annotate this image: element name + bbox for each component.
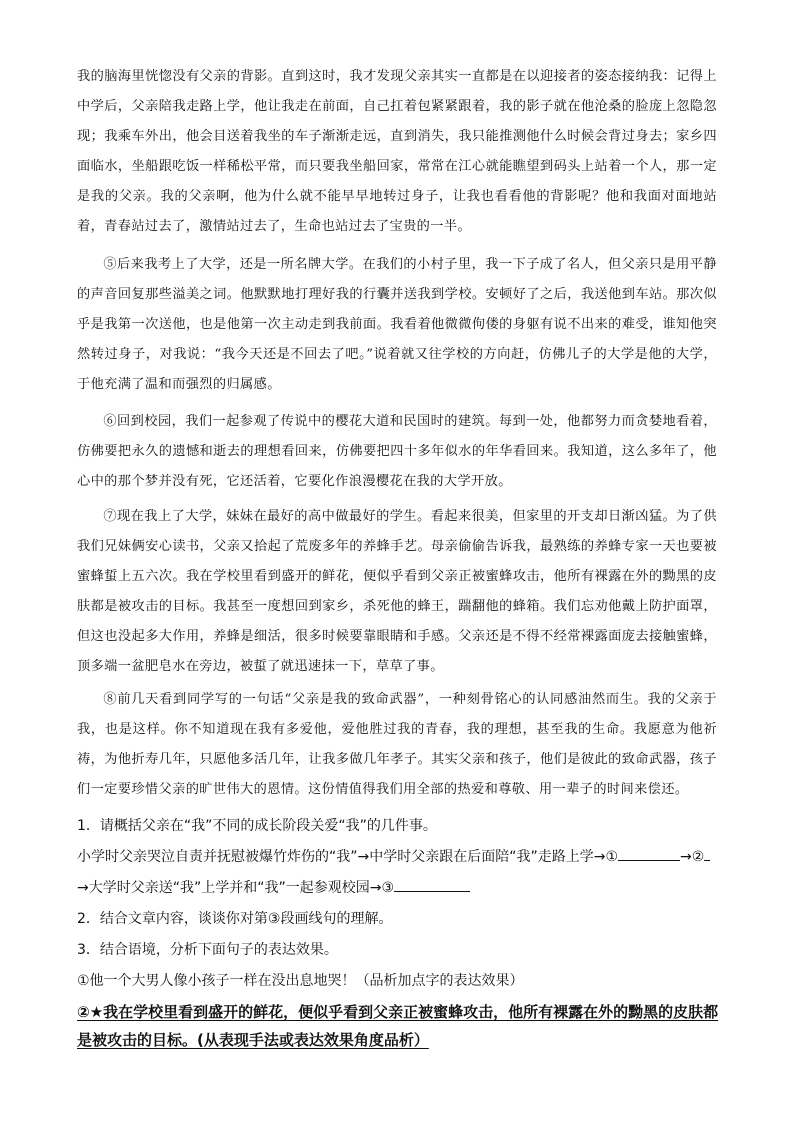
- question-1-prompt-text: 小学时父亲哭泣自责并抚慰被爆竹炸伤的“我”→中学时父亲跟在后面陪“我”走路上学→①: [77, 849, 619, 865]
- question-3-item-1-note: （品析加点字的表达效果）: [355, 973, 524, 989]
- passage-paragraph-7: ⑦现在我上了大学，妹妹在最好的高中做最好的学生。看起来很美，但家里的开支却日渐凶猛。为了供我们兄妹俩安心读书，父亲又拾起了荒废多年的养蜂手艺。母亲偷偷告诉我，最熟练的养蜂专家一天也要被蜜蜂蜇上五六次。我在学校里看到盛开的鲜花，便似乎看到父亲正被蜜蜂攻击，他所有裸露在外的黝黑的皮肤都是被攻击的目标。我甚至一度想回到家乡，杀死他的蜂王，踹翻他的蜂箱。我们忘劝他戴上防护面罩，但这也没起多大作用，养蜂是细活，很多时候要靠眼睛和手感。父亲还是不得不经常裸露面庞去接触蜜蜂，顶多端一盆肥皂水在旁边，被蜇了就迅速抹一下，草草了事。: [77, 509, 717, 674]
- passage-paragraph-6: ⑥回到校园，我们一起参观了传说中的樱花大道和民国时的建筑。每到一处，他都努力而贪婪地看着，仿佛要把永久的遗憾和逝去的理想看回来，仿佛要把四十多年似水的年华看回来。我知道，这么多年了，他心中的那个梦并没有死，它还活着，它要化作浪漫樱花在我的大学开放。: [77, 414, 717, 489]
- question-3-item-1-sentence: ①他一个大男人像小孩子一样在没出息地哭！: [77, 973, 356, 989]
- question-3-item-2: ②★我在学校里看到盛开的鲜花，便似乎看到父亲正被蜜蜂攻击，他所有裸露在外的黝黑的皮肤都是被攻击的目标。(从表现手法或表达效果角度品析）: [77, 1003, 719, 1049]
- answer-blank-1[interactable]: [618, 846, 680, 861]
- question-1-arrow-2: →②: [680, 849, 705, 865]
- question-1: 1．请概括父亲在“我”不同的成长阶段关爱“我”的几件事。: [77, 818, 437, 834]
- answer-blank-2[interactable]: [704, 846, 710, 861]
- question-3-item-1: [77, 970, 727, 992]
- question-1-answer-line-1: [77, 846, 727, 868]
- answer-blank-3[interactable]: [394, 877, 470, 892]
- passage-paragraph-8: ⑧前几天看到同学写的一句话“父亲是我的致命武器”，一种刻骨铭心的认同感油然而生。我的父亲于我，也是这样。你不知道现在我有多爱他，爱他胜过我的青春，我的理想，甚至我的生命。我愿意为他祈祷，为他折寿几年，只愿他多活几年，让我多做几年孝子。其实父亲和孩子，他们是彼此的致命武器，孩子们一定要珍惜父亲的旷世伟大的恩情。这份情值得我们用全部的热爱和尊敬、用一辈子的时间来偿还。: [77, 692, 717, 797]
- question-1-prompt-text-2: →大学时父亲送“我”上学并和“我”一起参观校园→③: [77, 880, 395, 896]
- passage-paragraph-5: ⑤后来我考上了大学，还是一所名牌大学。在我们的小村子里，我一下子成了名人，但父亲只是用平静的声音回复那些溢美之词。他默默地打理好我的行囊并送我到学校。安顿好了之后，我送他到车站。那次似乎是我第一次送他，也是他第一次主动走到我前面。我看着他微微佝偻的身躯有说不出来的难受，谁知他突然转过身子，对我说：“我今天还是不回去了吧。”说着就又往学校的方向赶，仿佛儿子的大学是他的大学，于他充满了温和而强烈的归属感。: [77, 257, 717, 392]
- question-3: 3．结合语境，分析下面句子的表达效果。: [77, 942, 338, 958]
- passage-paragraph-continued: 我的脑海里恍惚没有父亲的背影。直到这时，我才发现父亲其实一直都是在以迎接者的姿态接纳我：记得上中学后，父亲陪我走路上学，他让我走在前面，自己扛着包紧紧跟着，我的影子就在他沧桑的脸庞上忽隐忽现；我乘车外出，他会目送着我坐的车子渐渐走远，直到消失，我只能推测他什么时候会背过身去；家乡四面临水，坐船跟吃饭一样稀松平常，而只要我坐船回家，常常在江心就能瞧望到码头上站着一个人，那一定是我的父亲。我的父亲啊，他为什么就不能早早地转过身子，让我也看看他的背影呢？他和我面对面地站着，青春站过去了，激情站过去了，生命也站过去了宝贵的一半。: [77, 69, 717, 234]
- question-2: 2．结合文章内容，谈谈你对第③段画线句的理解。: [77, 911, 393, 927]
- question-1-answer-line-2: [77, 877, 727, 899]
